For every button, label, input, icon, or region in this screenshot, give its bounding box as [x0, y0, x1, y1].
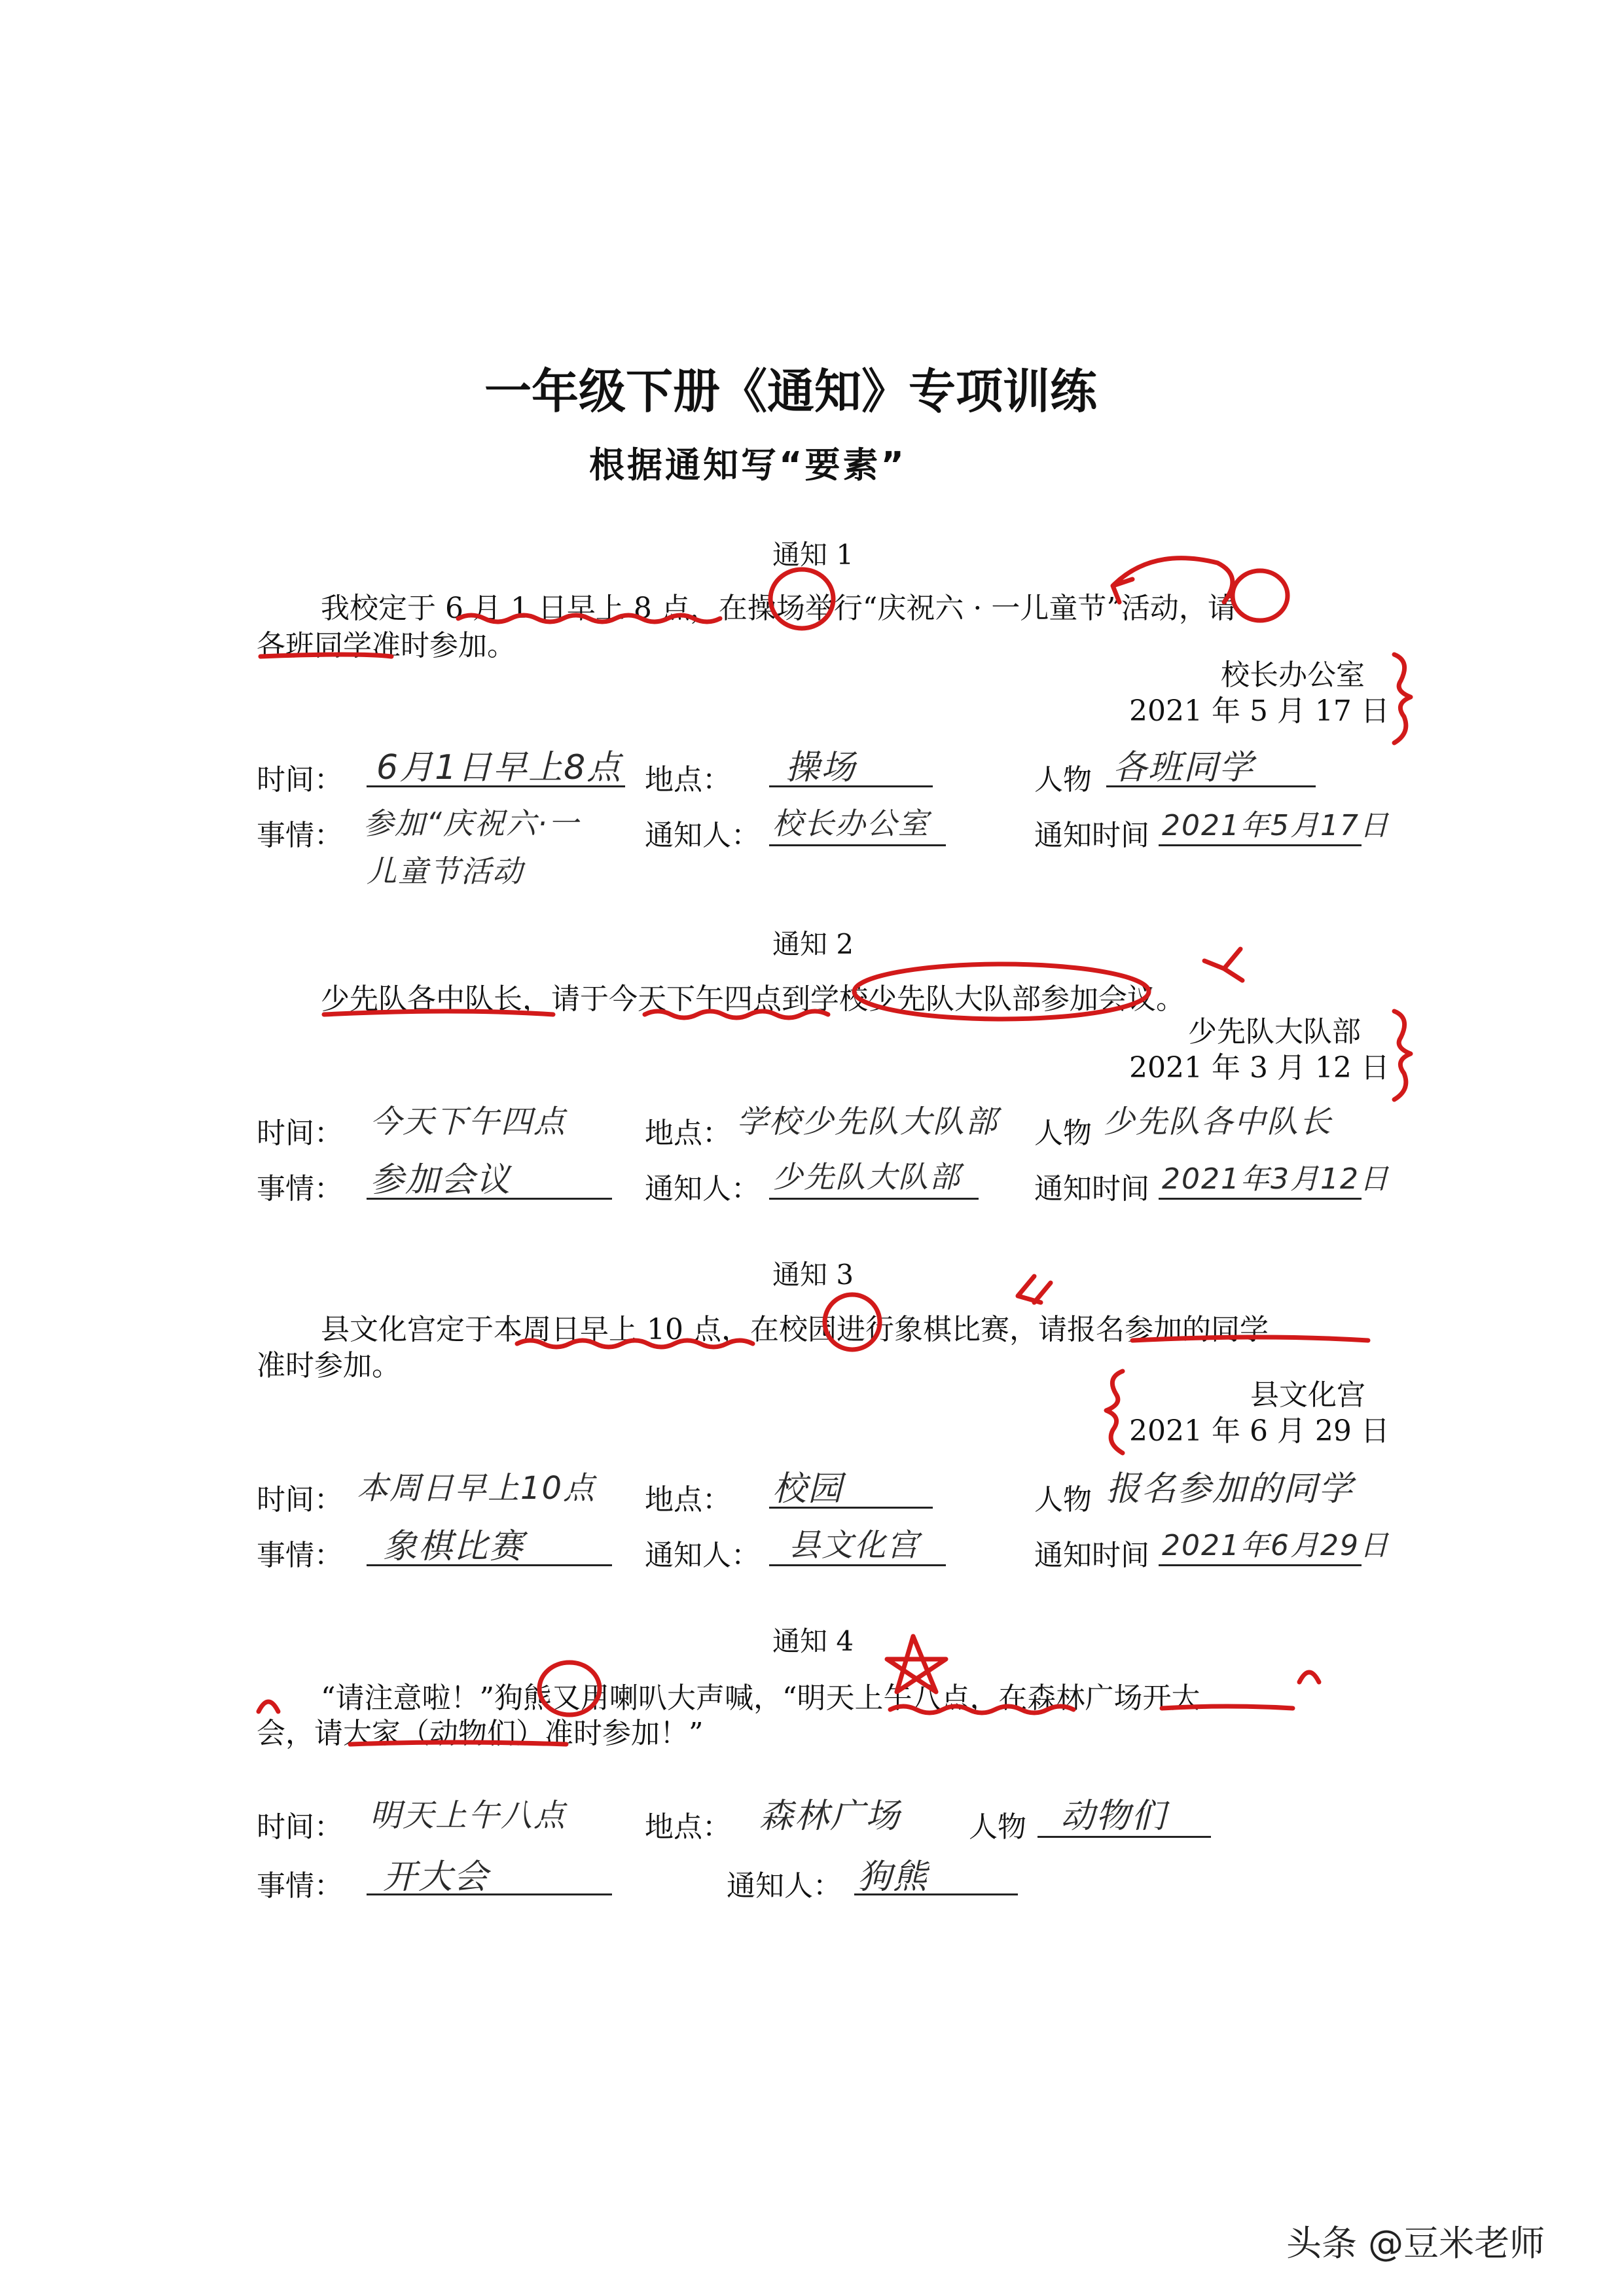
underline-n4-place: [1162, 1706, 1293, 1708]
underline-n2-person: [324, 1011, 553, 1014]
notice-2-person-answer: 少先队各中队长: [1103, 1103, 1333, 1140]
arrow-n2: [1204, 949, 1242, 980]
underline-n1-person: [261, 655, 391, 656]
notice-2-place-label: 地点：: [645, 1117, 731, 1150]
notice-3-sign-org: 县文化宫: [1250, 1378, 1365, 1412]
notice-1-heading: 通知 1: [772, 539, 854, 571]
notice-4-text-line2: 会，请大家（动物们）准时参加！”: [257, 1717, 704, 1750]
notice-3-place-answer: 校园: [772, 1469, 844, 1509]
underline-wave-n1-time: [458, 615, 720, 622]
notice-2-notice-time-label: 通知时间: [1034, 1172, 1149, 1206]
notice-4-heading: 通知 4: [772, 1625, 854, 1657]
notice-2-heading: 通知 2: [772, 928, 854, 960]
notice-1-place-answer: 操场: [785, 748, 857, 787]
notice-1-event-label: 事情：: [257, 819, 343, 852]
notice-2-notifier-answer: 少先队大队部: [772, 1159, 961, 1194]
notice-1-notice-time-label: 通知时间: [1034, 819, 1149, 852]
notice-1-event-answer-line1: 参加“庆祝六·一: [363, 806, 580, 841]
notice-4-time-label: 时间：: [257, 1810, 343, 1844]
page-subtitle: 根据通知写“要素”: [589, 444, 907, 486]
page-title: 一年级下册《通知》专项训练: [484, 364, 1098, 419]
notice-3-time-label: 时间：: [257, 1483, 343, 1516]
underline-n4-audience: [350, 1742, 566, 1744]
notice-4-person-answer: 动物们: [1060, 1797, 1167, 1836]
notice-3-notifier-answer: 县文化宫: [789, 1527, 920, 1564]
underline-wave-n3-time: [517, 1340, 753, 1347]
notice-4-notifier-answer: 狗熊: [857, 1857, 929, 1897]
brace-n3-sign: [1106, 1371, 1123, 1453]
hat-n4-right: [1299, 1672, 1319, 1682]
brace-n1-sign: [1394, 655, 1411, 743]
notice-3-text-line2: 准时参加。: [257, 1349, 401, 1382]
notice-3-notifier-label: 通知人：: [645, 1539, 760, 1572]
circle-n4-person: [539, 1662, 600, 1715]
notice-2-time-label: 时间：: [257, 1117, 343, 1150]
notice-1-event-answer-line2: 儿童节活动: [367, 853, 524, 889]
notice-1-sign-date: 2021 年 5 月 17 日: [1129, 694, 1390, 728]
notice-2-sign-org: 少先队大队部: [1188, 1015, 1361, 1049]
notice-1-person-answer: 各班同学: [1113, 748, 1255, 787]
notice-4-text-line1: “请注意啦！”狗熊又用喇叭大声喊，“明天上午八点，在森林广场开大: [321, 1681, 1200, 1715]
notice-4-notifier-label: 通知人：: [727, 1869, 842, 1903]
star-n4: [887, 1636, 946, 1692]
notice-3-place-label: 地点：: [645, 1483, 731, 1516]
notice-3-time-answer: 本周日早上10点: [357, 1470, 596, 1507]
circle-n1-place: [770, 569, 833, 628]
notice-1-notifier-answer: 校长办公室: [772, 806, 929, 841]
notice-3-text-line1: 县文化宫定于本周日早上 10 点，在校园进行象棋比赛，请报名参加的同学: [321, 1313, 1269, 1346]
notice-4-time-answer: 明天上午八点: [370, 1797, 567, 1834]
notice-2-sign-date: 2021 年 3 月 12 日: [1129, 1051, 1390, 1085]
notice-1-place-label: 地点：: [645, 763, 731, 797]
notice-4-place-label: 地点：: [645, 1810, 731, 1844]
notice-4-place-answer: 森林广场: [759, 1797, 901, 1836]
notice-4-event-label: 事情：: [257, 1869, 343, 1903]
notice-2-notice-time-answer: 2021年3月12日: [1162, 1162, 1390, 1196]
underline-wave-n4-time: [890, 1706, 1074, 1713]
notice-1-notice-time-answer: 2021年5月17日: [1162, 809, 1390, 842]
notice-3-person-label: 人物: [1034, 1483, 1092, 1516]
notice-2-time-answer: 今天下午四点: [370, 1103, 567, 1140]
notice-3-notice-time-answer: 2021年6月29日: [1162, 1529, 1390, 1562]
notice-3-event-answer: 象棋比赛: [383, 1527, 525, 1566]
notice-1-time-answer: 6月1日早上8点: [376, 748, 623, 787]
circle-n1-event: [1233, 571, 1288, 620]
notice-3-notice-time-label: 通知时间: [1034, 1539, 1149, 1572]
notice-1-notifier-label: 通知人：: [645, 819, 760, 852]
arrow-n3: [1018, 1276, 1051, 1302]
circle-n2-place: [854, 964, 1149, 1019]
notice-3-heading: 通知 3: [772, 1259, 854, 1291]
underline-n3-person: [1132, 1337, 1368, 1340]
brace-n2-sign: [1394, 1011, 1411, 1100]
notice-2-event-label: 事情：: [257, 1172, 343, 1206]
hat-n4-left: [259, 1702, 278, 1712]
arrow-n1: [1113, 558, 1233, 602]
notice-3-event-label: 事情：: [257, 1539, 343, 1572]
circle-n3-place: [825, 1295, 880, 1350]
watermark: 头条 @豆米老师: [1286, 2223, 1545, 2264]
notice-1-text-line2: 各班同学准时参加。: [257, 629, 516, 662]
notice-1-sign-org: 校长办公室: [1221, 658, 1365, 692]
notice-4-person-label: 人物: [969, 1810, 1026, 1844]
notice-1-time-label: 时间：: [257, 763, 343, 797]
notice-1-person-label: 人物: [1034, 763, 1092, 797]
notice-2-person-label: 人物: [1034, 1117, 1092, 1150]
notice-4-event-answer: 开大会: [383, 1857, 490, 1897]
notice-1-text-line1: 我校定于 6 月 1 日早上 8 点，在操场举行“庆祝六 · 一儿童节”活动，请: [321, 592, 1236, 625]
notice-2-text-line1: 少先队各中队长，请于今天下午四点到学校少先队大队部参加会议。: [321, 982, 1185, 1016]
underline-wave-n2-time: [645, 1011, 828, 1018]
notice-2-event-answer: 参加会议: [370, 1160, 512, 1200]
notice-2-notifier-label: 通知人：: [645, 1172, 760, 1206]
notice-3-sign-date: 2021 年 6 月 29 日: [1129, 1414, 1390, 1448]
notice-2-place-answer: 学校少先队大队部: [736, 1103, 999, 1140]
notice-3-person-answer: 报名参加的同学: [1106, 1469, 1354, 1509]
